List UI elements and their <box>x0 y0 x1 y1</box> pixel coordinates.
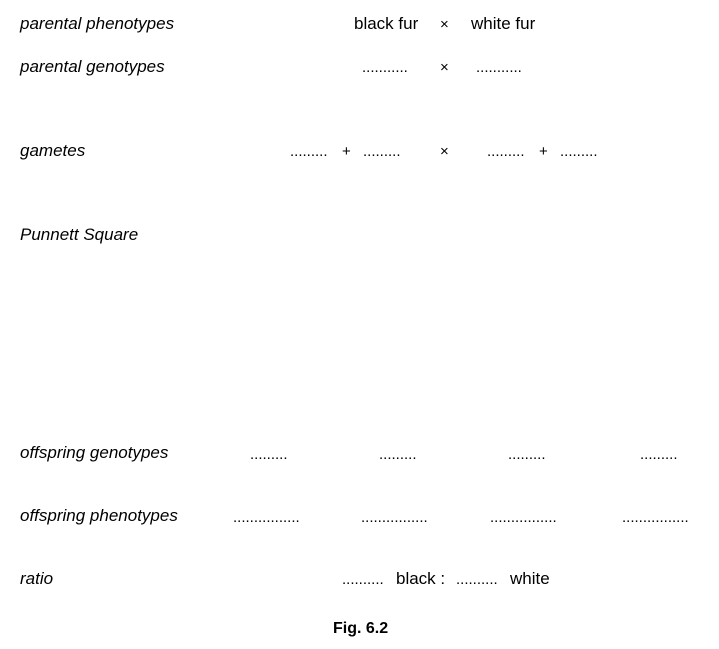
gamete-a2-blank[interactable]: ......... <box>363 143 401 160</box>
gamete-a1-blank[interactable]: ......... <box>290 143 328 160</box>
ratio-black-text: black : <box>396 569 446 588</box>
plus-symbol: + <box>539 143 548 160</box>
parental-phenotype-right: white fur <box>471 14 536 33</box>
plus-symbol: + <box>342 143 351 160</box>
offspring-genotype-blank[interactable]: ......... <box>640 446 678 463</box>
parental-genotype-left-blank[interactable]: ........... <box>362 59 408 76</box>
gamete-b2-blank[interactable]: ......... <box>560 143 598 160</box>
gametes-label: gametes <box>20 141 86 160</box>
ratio-white-blank[interactable]: .......... <box>456 571 498 588</box>
offspring-phenotypes-label: offspring phenotypes <box>20 506 178 525</box>
offspring-phenotype-blank[interactable]: ................ <box>490 509 557 526</box>
cross-symbol: × <box>440 16 449 33</box>
cross-symbol: × <box>440 143 449 160</box>
punnett-square-label: Punnett Square <box>20 225 139 244</box>
ratio-white-text: white <box>510 569 550 588</box>
offspring-phenotype-blank[interactable]: ................ <box>233 509 300 526</box>
offspring-genotypes-label: offspring genotypes <box>20 443 169 462</box>
offspring-genotype-blank[interactable]: ......... <box>508 446 546 463</box>
figure-caption: Fig. 6.2 <box>333 620 389 637</box>
parental-genotype-right-blank[interactable]: ........... <box>476 59 522 76</box>
ratio-label: ratio <box>20 569 54 588</box>
ratio-black-blank[interactable]: .......... <box>342 571 384 588</box>
gamete-b1-blank[interactable]: ......... <box>487 143 525 160</box>
offspring-genotype-blank[interactable]: ......... <box>379 446 417 463</box>
parental-genotypes-label: parental genotypes <box>20 57 165 76</box>
offspring-genotype-blank[interactable]: ......... <box>250 446 288 463</box>
cross-symbol: × <box>440 59 449 76</box>
offspring-phenotype-blank[interactable]: ................ <box>361 509 428 526</box>
parental-phenotypes-label: parental phenotypes <box>20 14 175 33</box>
parental-phenotype-left: black fur <box>354 14 419 33</box>
punnett-square-space[interactable] <box>0 260 719 430</box>
offspring-phenotype-blank[interactable]: ................ <box>622 509 689 526</box>
